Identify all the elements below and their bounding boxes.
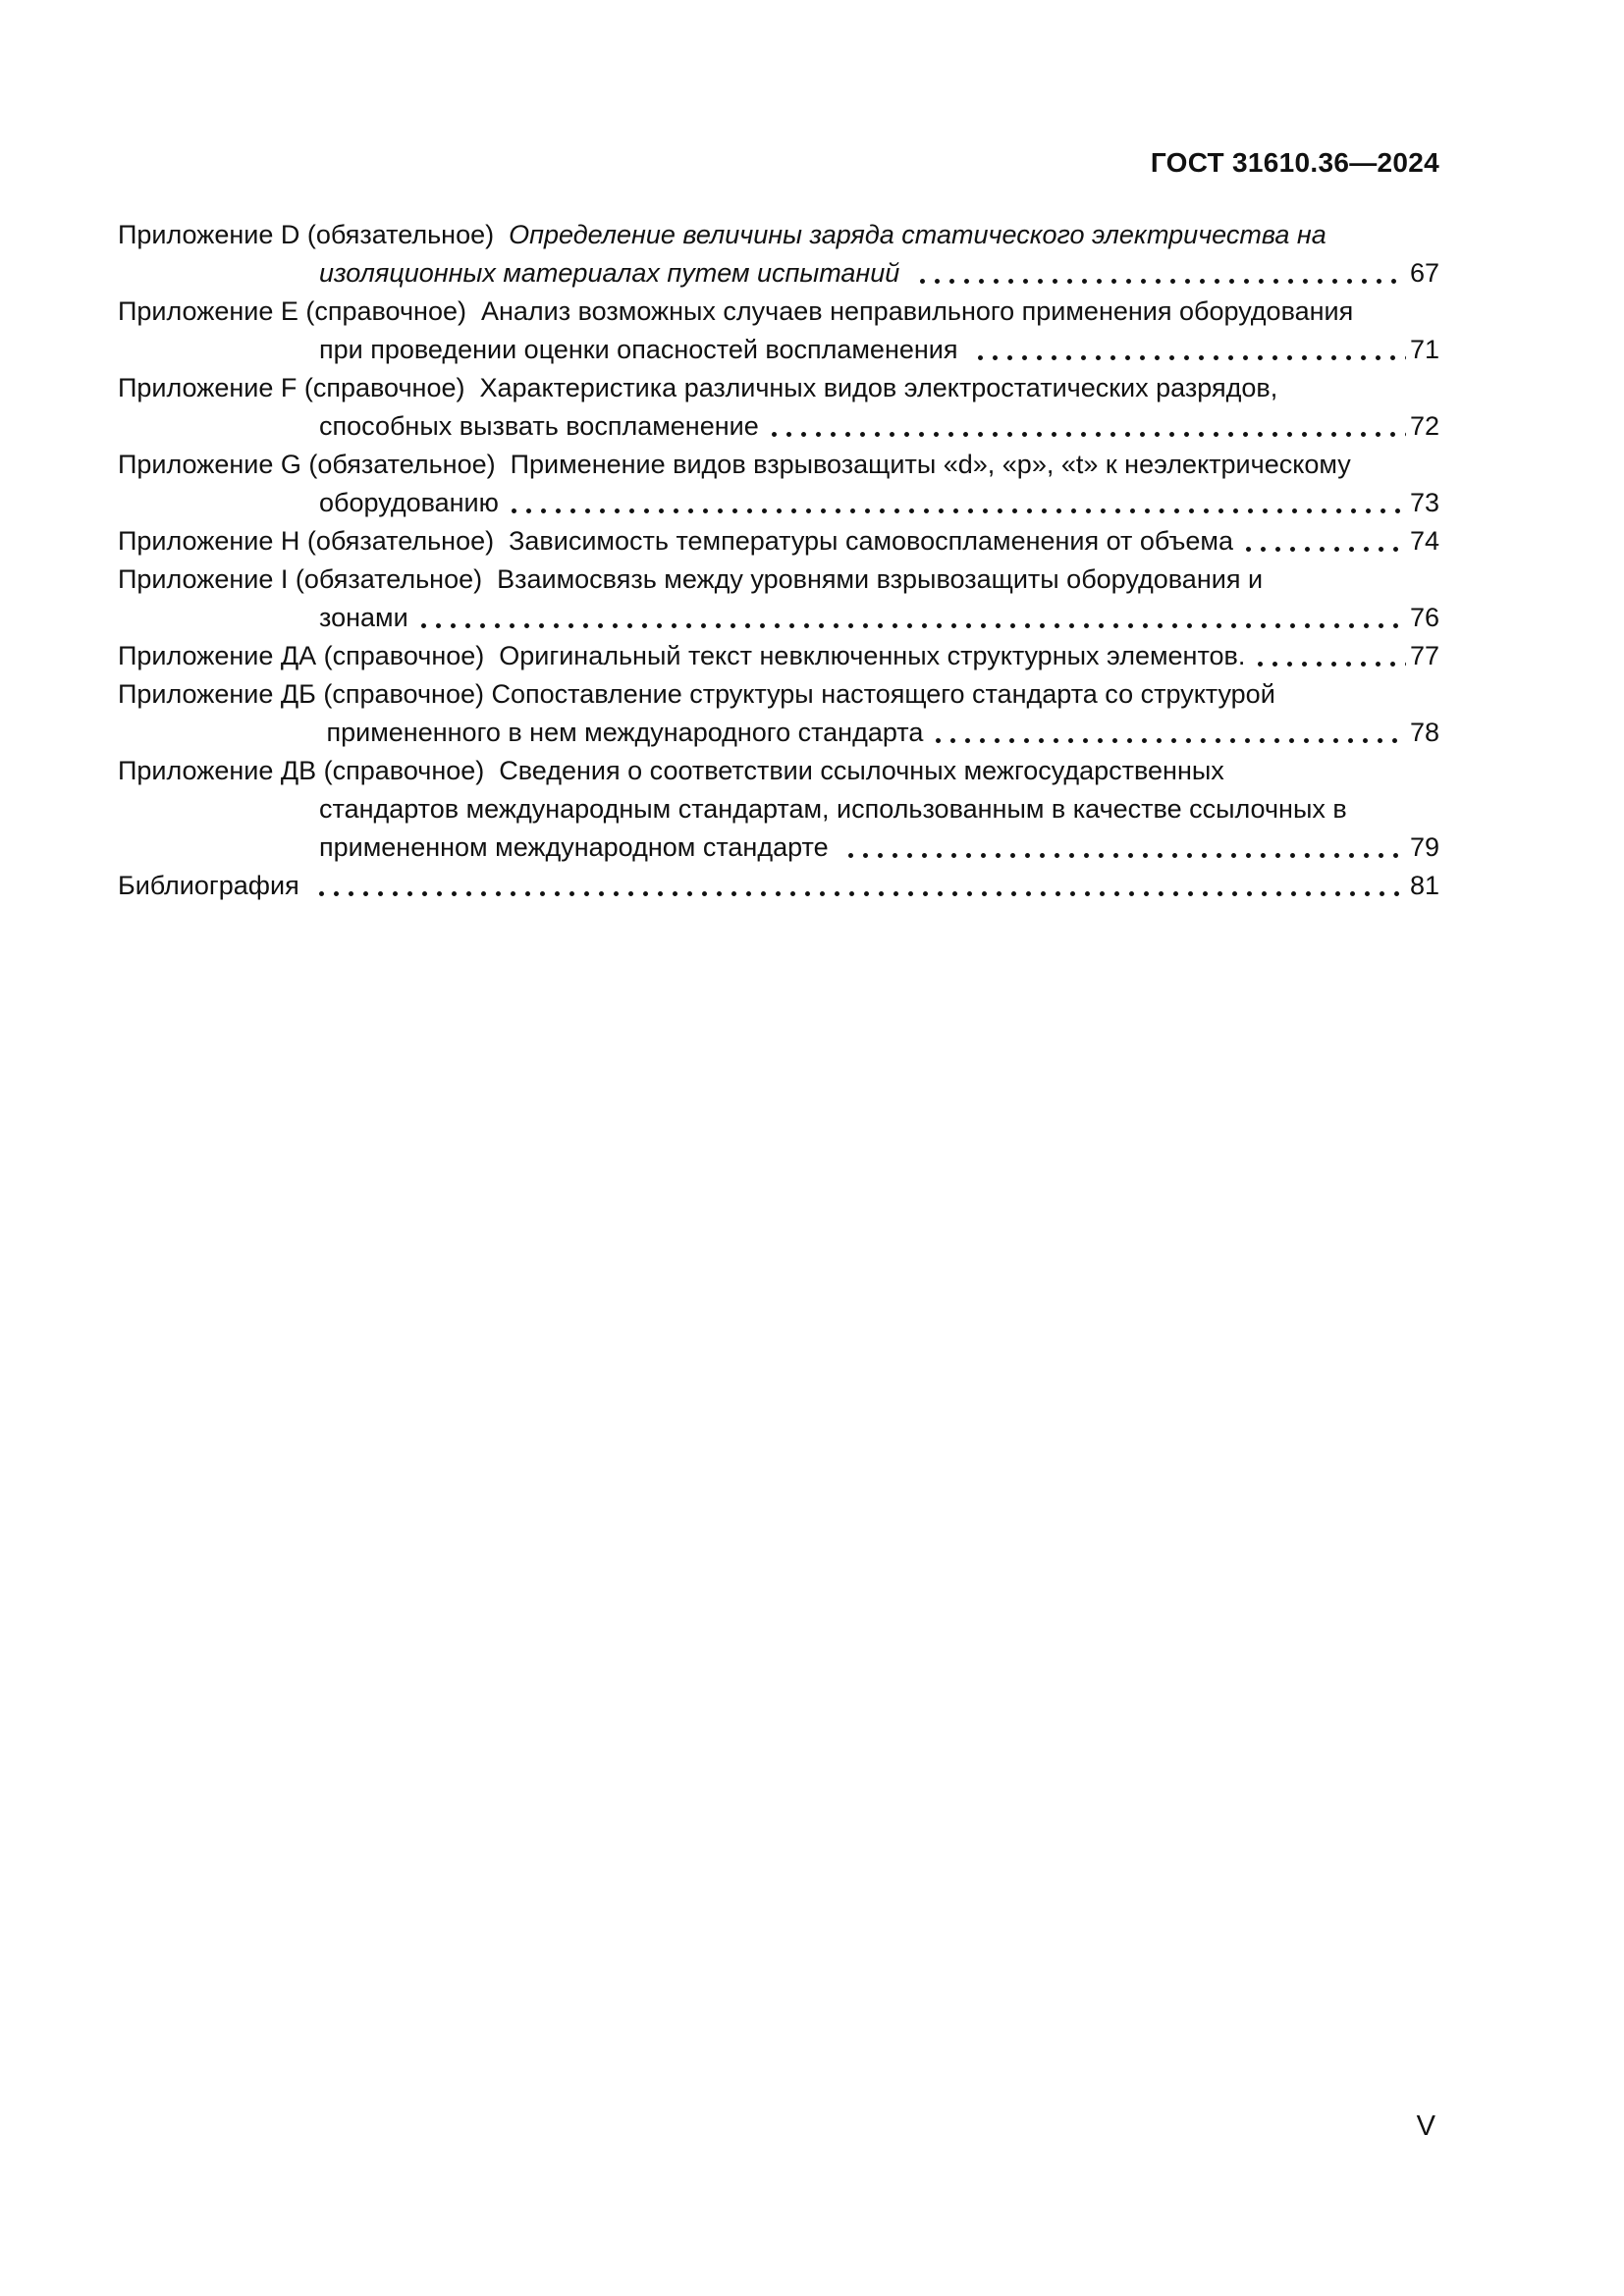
toc-line — [118, 561, 1439, 599]
toc-text: изоляционных материалах путем испытаний — [319, 258, 907, 288]
toc-line — [118, 407, 1439, 446]
toc-page-number: 67 — [1409, 258, 1439, 288]
toc-line — [118, 714, 1439, 752]
toc-text: оборудованию — [319, 488, 499, 517]
toc-text: стандартов международным стандартам, использованным в качестве ссылочных в — [319, 794, 1347, 824]
toc-line — [118, 293, 1439, 331]
toc-line — [118, 369, 1439, 407]
toc-list — [118, 216, 1439, 905]
toc-text: Приложение ДБ (справочное) Сопоставление структуры настоящего стандарта со структурой — [118, 679, 1275, 709]
toc-line — [118, 675, 1439, 714]
toc-text: Приложение ДА (справочное) Оригинальный текст невключенных структурных элементов. — [118, 641, 1246, 670]
toc-line — [118, 484, 1439, 522]
toc-line — [118, 790, 1439, 828]
toc-text: Приложение D (обязательное) — [118, 220, 510, 249]
toc-entry — [118, 637, 1439, 675]
toc-text: Библиография — [118, 871, 307, 900]
toc-text: зонами — [319, 603, 408, 632]
dot-leader — [913, 254, 1406, 293]
toc-entry — [118, 369, 1439, 446]
dot-leader — [414, 599, 1406, 637]
toc-page-number: 77 — [1409, 641, 1439, 670]
dot-leader — [971, 331, 1406, 369]
toc-entry — [118, 752, 1439, 867]
toc-entry — [118, 867, 1439, 905]
toc-page-number: 71 — [1409, 335, 1439, 364]
dot-leader — [505, 484, 1406, 522]
toc-text: Приложение F (справочное) Характеристика различных видов электростатических разрядов, — [118, 373, 1278, 402]
toc-page-number: 78 — [1409, 718, 1439, 747]
toc-text: примененного в нем международного стандарта — [319, 718, 924, 747]
toc-line — [118, 637, 1439, 675]
toc-page-number: 81 — [1409, 871, 1439, 900]
toc-entry — [118, 522, 1439, 561]
toc-text: примененном международном стандарте — [319, 832, 837, 862]
toc-page-number: 73 — [1409, 488, 1439, 517]
toc-line — [118, 522, 1439, 561]
toc-page-number: 79 — [1409, 832, 1439, 862]
toc-text: Приложение I (обязательное) Взаимосвязь между уровнями взрывозащиты оборудования и — [118, 564, 1264, 594]
toc-page-number: 72 — [1409, 411, 1439, 441]
toc-line — [118, 828, 1439, 867]
toc-entry — [118, 216, 1439, 293]
dot-leader — [1251, 637, 1406, 675]
toc-line — [118, 446, 1439, 484]
dot-leader — [929, 714, 1406, 752]
page-number: V — [1416, 2110, 1435, 2142]
toc-line — [118, 752, 1439, 790]
toc-text: Приложение H (обязательное) Зависимость температуры самовоспламенения от объема — [118, 526, 1233, 556]
toc-line — [118, 254, 1439, 293]
toc-text: Определение величины заряда статического электричества на — [509, 220, 1326, 249]
toc-page-number: 76 — [1409, 603, 1439, 632]
toc-line — [118, 331, 1439, 369]
toc-text: при проведении оценки опасностей воспламенения — [319, 335, 965, 364]
toc-entry — [118, 561, 1439, 637]
dot-leader — [1239, 522, 1406, 561]
toc-text: Приложение E (справочное) Анализ возможных случаев неправильного применения оборудования — [118, 296, 1354, 326]
toc-text: способных вызвать воспламенение — [319, 411, 759, 441]
dot-leader — [312, 867, 1406, 905]
dot-leader — [765, 407, 1406, 446]
toc-page-number: 74 — [1409, 526, 1439, 556]
toc-line — [118, 216, 1439, 254]
toc-entry — [118, 675, 1439, 752]
toc-text: Приложение ДВ (справочное) Сведения о соответствии ссылочных межгосударственных — [118, 756, 1224, 785]
doc-code-header: ГОСТ 31610.36—2024 — [1150, 147, 1439, 178]
toc-line — [118, 867, 1439, 905]
toc-line — [118, 599, 1439, 637]
dot-leader — [841, 828, 1406, 867]
toc-entry — [118, 293, 1439, 369]
toc-entry — [118, 446, 1439, 522]
toc-text: Приложение G (обязательное) Применение видов взрывозащиты «d», «p», «t» к неэлектрическому — [118, 450, 1351, 479]
